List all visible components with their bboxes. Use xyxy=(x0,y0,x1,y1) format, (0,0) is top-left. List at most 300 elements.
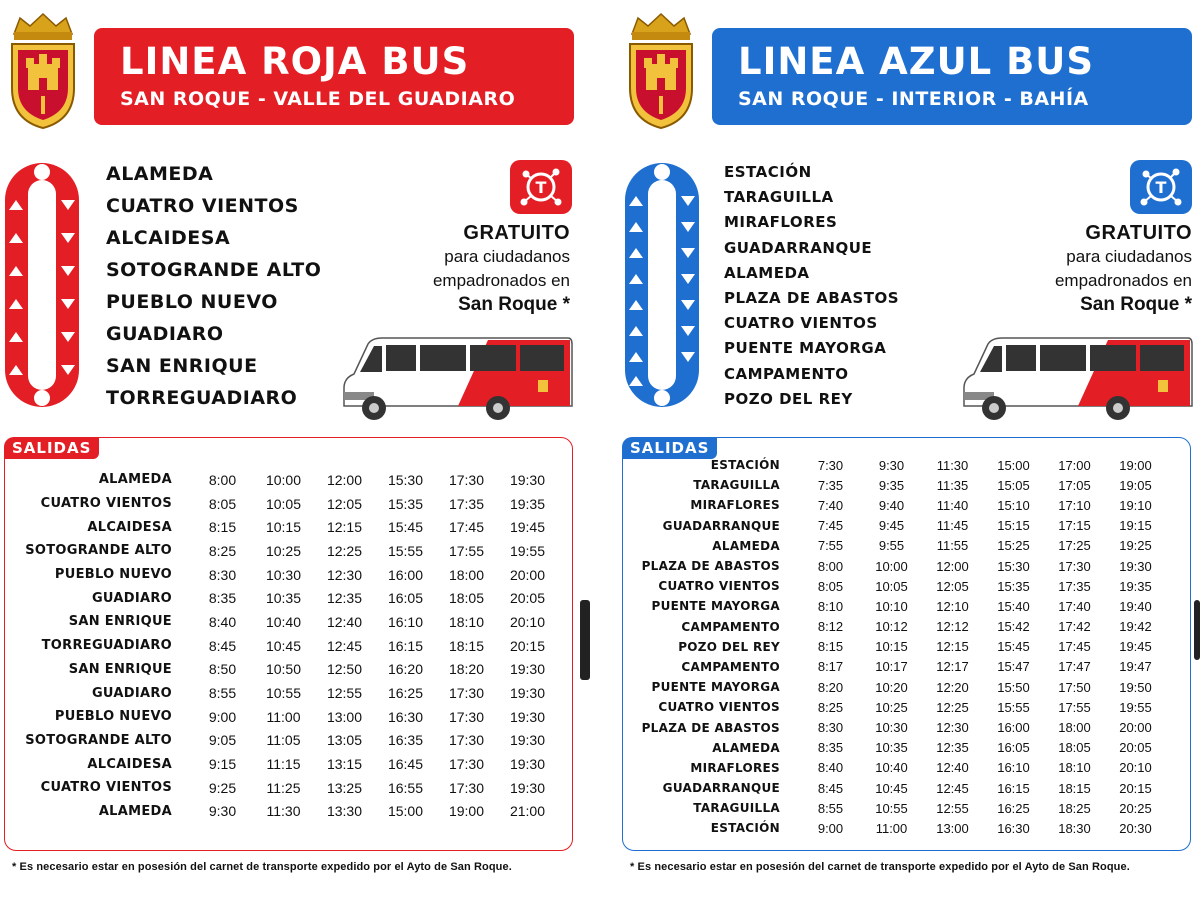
departure-time-cell: 19:30 xyxy=(509,779,546,796)
departure-time-cell: 12:20 xyxy=(936,679,969,695)
departure-time-cell: 16:10 xyxy=(997,760,1030,776)
departure-time-cell: 15:55 xyxy=(997,699,1030,715)
departure-time-cell: 17:45 xyxy=(448,519,485,536)
departure-time-cell: 17:35 xyxy=(448,495,485,512)
departure-time-cell: 17:42 xyxy=(1058,619,1091,635)
departure-time-cell: 16:00 xyxy=(997,720,1030,736)
stop-name-cell: MIRAFLORES xyxy=(690,760,780,775)
stop-name-cell: ALAMEDA xyxy=(98,803,172,819)
free-line-2: empadronados en xyxy=(432,271,570,290)
table-row xyxy=(630,617,1166,637)
departure-time-cell: 13:00 xyxy=(936,820,969,836)
free-headline: GRATUITO xyxy=(463,222,570,244)
stop-name-cell: ESTACIÓN xyxy=(710,458,780,473)
stop-name-cell: CUATRO VIENTOS xyxy=(658,700,780,715)
departure-time-cell: 7:55 xyxy=(817,538,844,554)
departure-time-cell: 8:10 xyxy=(817,598,844,614)
departure-time-cell: 19:35 xyxy=(509,495,546,512)
departure-time-cell: 12:17 xyxy=(936,659,969,675)
table-row xyxy=(16,705,558,729)
departure-time-cell: 19:50 xyxy=(1119,679,1152,695)
san-roque-crest-icon xyxy=(624,12,698,130)
table-row xyxy=(16,658,558,682)
list-item: ALAMEDA xyxy=(106,163,214,185)
departure-time-cell: 12:05 xyxy=(326,495,363,512)
stop-name-cell: GUADARRANQUE xyxy=(662,781,780,796)
table-row xyxy=(16,515,558,539)
departure-time-cell: 17:30 xyxy=(448,779,485,796)
departure-time-cell: 10:25 xyxy=(265,542,302,559)
list-item: GUADIARO xyxy=(106,323,224,345)
table-row xyxy=(16,729,558,753)
stop-name-cell: ALCAIDESA xyxy=(87,519,172,535)
free-line-1: para ciudadanos xyxy=(444,247,570,266)
departure-time-cell: 8:30 xyxy=(817,720,844,736)
departure-time-cell: 17:30 xyxy=(448,756,485,773)
departure-time-cell: 15:30 xyxy=(387,471,424,488)
free-line-2: empadronados en xyxy=(1054,271,1192,290)
departure-time-cell: 16:20 xyxy=(387,661,424,678)
table-row xyxy=(16,752,558,776)
departure-time-cell: 10:40 xyxy=(875,760,908,776)
departure-time-cell: 15:35 xyxy=(387,495,424,512)
departure-time-cell: 9:05 xyxy=(208,732,237,749)
stop-name-cell: ALAMEDA xyxy=(98,472,172,488)
departure-time-cell: 8:15 xyxy=(817,639,844,655)
list-item: CAMPAMENTO xyxy=(724,364,849,383)
departure-time-cell: 16:05 xyxy=(387,590,424,607)
departure-time-cell: 15:55 xyxy=(387,542,424,559)
departure-time-cell: 10:50 xyxy=(265,661,302,678)
departure-time-cell: 9:55 xyxy=(878,538,905,554)
free-line-1: para ciudadanos xyxy=(1066,247,1192,266)
departure-time-cell: 16:35 xyxy=(387,732,424,749)
departure-time-cell: 11:45 xyxy=(936,518,969,534)
departure-time-cell: 19:42 xyxy=(1119,619,1152,635)
departure-time-cell: 19:25 xyxy=(1119,538,1152,554)
departure-time-cell: 8:00 xyxy=(817,558,844,574)
svg-text:T: T xyxy=(1155,178,1167,197)
stop-name-cell: TARAGUILLA xyxy=(693,478,780,493)
departure-time-cell: 18:25 xyxy=(1058,800,1091,816)
departure-time-cell: 12:35 xyxy=(326,590,363,607)
route-title-box xyxy=(94,28,574,125)
departure-time-cell: 18:05 xyxy=(448,590,485,607)
departure-time-cell: 17:30 xyxy=(448,471,485,488)
departure-time-cell: 12:50 xyxy=(326,661,363,678)
departure-time-cell: 10:00 xyxy=(875,558,908,574)
salidas-label: SALIDAS xyxy=(622,437,717,459)
departure-time-cell: 9:40 xyxy=(878,497,905,513)
departure-time-cell: 12:15 xyxy=(936,639,969,655)
departure-time-cell: 11:55 xyxy=(936,538,969,554)
table-row xyxy=(630,778,1166,798)
departure-time-cell: 9:30 xyxy=(878,457,905,473)
departure-time-cell: 15:40 xyxy=(997,598,1030,614)
departure-time-cell: 11:00 xyxy=(875,820,908,836)
departure-time-cell: 19:30 xyxy=(509,661,546,678)
departure-time-cell: 16:10 xyxy=(387,613,424,630)
departure-time-cell: 15:05 xyxy=(997,477,1030,493)
stop-name-cell: ALCAIDESA xyxy=(87,756,172,772)
departure-time-cell: 16:30 xyxy=(997,820,1030,836)
stop-name-cell: TARAGUILLA xyxy=(693,801,780,816)
departure-time-cell: 7:30 xyxy=(817,457,844,473)
departure-time-cell: 19:30 xyxy=(509,471,546,488)
departure-time-cell: 18:00 xyxy=(1058,720,1091,736)
departure-time-cell: 10:45 xyxy=(875,780,908,796)
departure-time-cell: 17:35 xyxy=(1058,578,1091,594)
table-row xyxy=(630,576,1166,596)
list-item: MIRAFLORES xyxy=(724,213,838,232)
departure-time-cell: 19:40 xyxy=(1119,598,1152,614)
table-row xyxy=(16,610,558,634)
list-item: PUEBLO NUEVO xyxy=(106,291,278,313)
departure-time-cell: 7:40 xyxy=(817,497,844,513)
stop-name-cell: SAN ENRIQUE xyxy=(68,614,172,630)
departure-time-cell: 12:25 xyxy=(326,542,363,559)
table-row xyxy=(16,800,558,824)
table-row xyxy=(16,586,558,610)
list-item: SAN ENRIQUE xyxy=(106,355,258,377)
departure-time-cell: 19:35 xyxy=(1119,578,1152,594)
stop-name-cell: SAN ENRIQUE xyxy=(68,661,172,677)
transport-app-icon xyxy=(1130,160,1192,214)
route-title-box xyxy=(712,28,1192,125)
list-item: GUADARRANQUE xyxy=(724,238,873,257)
departure-time-cell: 17:40 xyxy=(1058,598,1091,614)
departure-time-cell: 17:30 xyxy=(1058,558,1091,574)
departure-time-cell: 12:00 xyxy=(326,471,363,488)
free-place: San Roque * xyxy=(1080,294,1192,315)
departure-time-cell: 8:55 xyxy=(817,800,844,816)
departure-time-cell: 17:05 xyxy=(1058,477,1091,493)
departure-time-cell: 11:30 xyxy=(936,457,969,473)
table-row xyxy=(630,677,1166,697)
departure-time-cell: 13:25 xyxy=(326,779,363,796)
departure-time-cell: 17:55 xyxy=(1058,699,1091,715)
departure-time-cell: 16:25 xyxy=(387,685,424,702)
departure-time-cell: 19:10 xyxy=(1119,497,1152,513)
list-item: SOTOGRANDE ALTO xyxy=(106,259,322,281)
route-subtitle: SAN ROQUE - INTERIOR - BAHÍA xyxy=(738,88,1089,110)
departure-time-cell: 8:25 xyxy=(817,699,844,715)
route-title: LINEA AZUL BUS xyxy=(738,40,1094,83)
departure-time-cell: 15:30 xyxy=(997,558,1030,574)
departure-time-cell: 8:20 xyxy=(817,679,844,695)
stop-name-cell: CAMPAMENTO xyxy=(681,659,780,674)
route-subtitle: SAN ROQUE - VALLE DEL GUADIARO xyxy=(120,88,516,110)
table-row xyxy=(630,758,1166,778)
stop-name-cell: POZO DEL REY xyxy=(678,639,780,654)
departure-time-cell: 13:00 xyxy=(326,708,363,725)
departure-time-cell: 8:00 xyxy=(208,471,237,488)
free-place: San Roque * xyxy=(458,294,570,315)
stop-name-cell: ALAMEDA xyxy=(712,538,780,553)
departure-time-cell: 10:17 xyxy=(875,659,908,675)
departure-time-cell: 9:00 xyxy=(208,708,237,725)
departure-time-cell: 9:15 xyxy=(208,756,237,773)
departure-time-cell: 9:00 xyxy=(817,820,844,836)
departure-time-cell: 16:45 xyxy=(387,756,424,773)
departure-time-cell: 10:05 xyxy=(875,578,908,594)
stop-name-cell: CUATRO VIENTOS xyxy=(658,579,780,594)
departure-time-cell: 15:50 xyxy=(997,679,1030,695)
departure-time-cell: 11:30 xyxy=(266,803,301,820)
route-loop-diagram xyxy=(622,160,702,410)
salidas-label: SALIDAS xyxy=(4,437,99,459)
departure-time-cell: 19:55 xyxy=(1119,699,1152,715)
free-headline: GRATUITO xyxy=(1085,222,1192,244)
departure-time-cell: 21:00 xyxy=(509,803,546,820)
table-row xyxy=(630,495,1166,515)
departure-time-cell: 15:42 xyxy=(997,619,1030,635)
departure-time-cell: 18:00 xyxy=(448,566,485,583)
table-row xyxy=(16,492,558,516)
departure-time-cell: 17:30 xyxy=(448,732,485,749)
departure-time-cell: 17:45 xyxy=(1058,639,1091,655)
departure-time-cell: 16:25 xyxy=(997,800,1030,816)
departure-time-cell: 8:05 xyxy=(817,578,844,594)
stop-name-cell: GUADIARO xyxy=(91,590,172,606)
departure-time-cell: 7:45 xyxy=(817,518,844,534)
departure-time-cell: 19:45 xyxy=(509,519,546,536)
departure-time-cell: 19:00 xyxy=(448,803,485,820)
stop-name-cell: PLAZA DE ABASTOS xyxy=(641,559,780,574)
departure-time-cell: 18:10 xyxy=(448,613,485,630)
departure-time-cell: 20:25 xyxy=(1119,800,1152,816)
departure-time-cell: 20:05 xyxy=(509,590,546,607)
list-item: TORREGUADIARO xyxy=(106,387,298,409)
departure-time-cell: 19:30 xyxy=(1119,558,1152,574)
departure-time-cell: 8:45 xyxy=(208,637,237,654)
table-row xyxy=(630,798,1166,818)
transport-app-icon xyxy=(510,160,572,214)
table-row xyxy=(16,563,558,587)
departure-time-cell: 10:30 xyxy=(875,720,908,736)
list-item: POZO DEL REY xyxy=(724,389,853,408)
departure-time-cell: 9:35 xyxy=(878,477,905,493)
departure-time-cell: 16:55 xyxy=(387,779,424,796)
departure-time-cell: 12:30 xyxy=(326,566,363,583)
departure-time-cell: 16:15 xyxy=(997,780,1030,796)
stop-name-cell: PUEBLO NUEVO xyxy=(54,567,172,583)
departure-time-cell: 10:30 xyxy=(265,566,302,583)
departure-time-cell: 15:00 xyxy=(997,457,1030,473)
free-service-note xyxy=(380,221,570,317)
stop-name-cell: CUATRO VIENTOS xyxy=(40,496,172,512)
schedule-table xyxy=(630,455,1166,839)
table-row xyxy=(630,697,1166,717)
departure-time-cell: 10:20 xyxy=(875,679,908,695)
departure-time-cell: 12:55 xyxy=(326,685,363,702)
departure-time-cell: 10:40 xyxy=(265,613,302,630)
departure-time-cell: 8:40 xyxy=(817,760,844,776)
departure-time-cell: 8:17 xyxy=(817,659,844,675)
departure-time-cell: 8:35 xyxy=(817,740,844,756)
stop-name-cell: PUENTE MAYORGA xyxy=(651,599,780,614)
stop-name-cell: ESTACIÓN xyxy=(710,821,780,836)
departure-time-cell: 10:15 xyxy=(875,639,908,655)
table-row xyxy=(16,539,558,563)
departure-time-cell: 12:35 xyxy=(936,740,969,756)
table-row xyxy=(630,596,1166,616)
departure-time-cell: 12:10 xyxy=(936,598,969,614)
table-row xyxy=(630,516,1166,536)
stop-name-cell: GUADIARO xyxy=(91,685,172,701)
stop-name-cell: PUEBLO NUEVO xyxy=(54,709,172,725)
departure-time-cell: 16:05 xyxy=(997,740,1030,756)
departure-time-cell: 19:30 xyxy=(509,685,546,702)
list-item: PLAZA DE ABASTOS xyxy=(724,288,900,307)
departure-time-cell: 20:30 xyxy=(1119,820,1152,836)
departure-time-cell: 13:15 xyxy=(326,756,363,773)
departure-time-cell: 20:15 xyxy=(1119,780,1152,796)
departure-time-cell: 18:20 xyxy=(448,661,485,678)
stop-name-cell: SOTOGRANDE ALTO xyxy=(25,732,172,748)
departure-time-cell: 10:55 xyxy=(875,800,908,816)
stop-name-cell: CAMPAMENTO xyxy=(681,619,780,634)
stop-name-cell: GUADARRANQUE xyxy=(662,518,780,533)
departure-time-cell: 8:55 xyxy=(208,685,237,702)
departure-time-cell: 16:00 xyxy=(387,566,424,583)
table-row xyxy=(630,536,1166,556)
departure-time-cell: 19:47 xyxy=(1119,659,1152,675)
departure-time-cell: 12:40 xyxy=(326,613,363,630)
departure-time-cell: 18:15 xyxy=(448,637,485,654)
svg-text:T: T xyxy=(535,178,547,197)
departure-time-cell: 12:45 xyxy=(326,637,363,654)
departure-time-cell: 11:15 xyxy=(266,756,301,773)
departure-time-cell: 19:05 xyxy=(1119,477,1152,493)
route-loop-diagram xyxy=(2,160,82,410)
list-item: CUATRO VIENTOS xyxy=(106,195,299,217)
list-item: ALCAIDESA xyxy=(106,227,231,249)
departure-time-cell: 15:47 xyxy=(997,659,1030,675)
departure-time-cell: 8:05 xyxy=(208,495,237,512)
departure-time-cell: 17:47 xyxy=(1058,659,1091,675)
stop-name-cell: TORREGUADIARO xyxy=(41,638,172,654)
departure-time-cell: 11:05 xyxy=(266,732,301,749)
departure-time-cell: 10:12 xyxy=(875,619,908,635)
departure-time-cell: 12:30 xyxy=(936,720,969,736)
route-title: LINEA ROJA BUS xyxy=(120,40,470,83)
free-service-note xyxy=(1002,221,1192,317)
departure-time-cell: 10:45 xyxy=(265,637,302,654)
departure-time-cell: 20:10 xyxy=(509,613,546,630)
departure-time-cell: 11:35 xyxy=(936,477,969,493)
departure-time-cell: 10:35 xyxy=(265,590,302,607)
departure-time-cell: 17:00 xyxy=(1058,457,1091,473)
departure-time-cell: 8:25 xyxy=(208,542,237,559)
list-item: CUATRO VIENTOS xyxy=(724,314,878,333)
stop-list xyxy=(724,160,899,412)
table-row xyxy=(630,475,1166,495)
departure-time-cell: 10:35 xyxy=(875,740,908,756)
departure-time-cell: 18:30 xyxy=(1058,820,1091,836)
departure-time-cell: 8:30 xyxy=(208,566,237,583)
departure-time-cell: 20:05 xyxy=(1119,740,1152,756)
departure-time-cell: 8:35 xyxy=(208,590,237,607)
departure-time-cell: 8:40 xyxy=(208,613,237,630)
departure-time-cell: 18:10 xyxy=(1058,760,1091,776)
table-row xyxy=(630,455,1166,475)
departure-time-cell: 9:25 xyxy=(208,779,237,796)
table-row xyxy=(630,657,1166,677)
schedule-table xyxy=(16,468,558,823)
table-row xyxy=(630,637,1166,657)
list-item: TARAGUILLA xyxy=(724,188,834,207)
departure-time-cell: 8:45 xyxy=(817,780,844,796)
departure-time-cell: 17:10 xyxy=(1058,497,1091,513)
departure-time-cell: 15:00 xyxy=(387,803,424,820)
departure-time-cell: 10:05 xyxy=(265,495,302,512)
departure-time-cell: 20:10 xyxy=(1119,760,1152,776)
departure-time-cell: 15:35 xyxy=(997,578,1030,594)
table-row xyxy=(16,634,558,658)
stop-name-cell: ALAMEDA xyxy=(712,740,780,755)
departure-time-cell: 17:30 xyxy=(448,685,485,702)
departure-time-cell: 11:25 xyxy=(266,779,301,796)
departure-time-cell: 13:30 xyxy=(326,803,363,820)
departure-time-cell: 15:45 xyxy=(387,519,424,536)
departure-time-cell: 10:00 xyxy=(265,471,302,488)
departure-time-cell: 18:15 xyxy=(1058,780,1091,796)
departure-time-cell: 16:30 xyxy=(387,708,424,725)
departure-time-cell: 19:30 xyxy=(509,732,546,749)
table-row xyxy=(630,556,1166,576)
table-row xyxy=(630,738,1166,758)
table-row xyxy=(630,818,1166,838)
blue-line-panel xyxy=(600,0,1200,900)
departure-time-cell: 19:30 xyxy=(509,756,546,773)
departure-time-cell: 10:15 xyxy=(265,519,302,536)
departure-time-cell: 19:55 xyxy=(509,542,546,559)
stop-name-cell: MIRAFLORES xyxy=(690,498,780,513)
bus-illustration xyxy=(338,336,574,422)
departure-time-cell: 20:15 xyxy=(509,637,546,654)
departure-time-cell: 12:05 xyxy=(936,578,969,594)
departure-time-cell: 8:50 xyxy=(208,661,237,678)
stop-name-cell: CUATRO VIENTOS xyxy=(40,780,172,796)
departure-time-cell: 7:35 xyxy=(817,477,844,493)
departure-time-cell: 12:15 xyxy=(326,519,363,536)
footnote: * Es necesario estar en posesión del carnet de transporte expedido por el Ayto de San Roque. xyxy=(12,861,512,873)
departure-time-cell: 19:00 xyxy=(1119,457,1152,473)
departure-time-cell: 10:25 xyxy=(875,699,908,715)
departure-time-cell: 10:10 xyxy=(875,598,908,614)
departure-time-cell: 12:55 xyxy=(936,800,969,816)
departure-time-cell: 19:45 xyxy=(1119,639,1152,655)
departure-time-cell: 15:25 xyxy=(997,538,1030,554)
departure-time-cell: 12:12 xyxy=(936,619,969,635)
departure-time-cell: 9:30 xyxy=(208,803,237,820)
table-row xyxy=(16,681,558,705)
departure-time-cell: 17:50 xyxy=(1058,679,1091,695)
departure-time-cell: 13:05 xyxy=(326,732,363,749)
departure-time-cell: 19:30 xyxy=(509,708,546,725)
departure-time-cell: 12:45 xyxy=(936,780,969,796)
departure-time-cell: 9:45 xyxy=(878,518,905,534)
stop-name-cell: PUENTE MAYORGA xyxy=(651,680,780,695)
san-roque-crest-icon xyxy=(6,12,80,130)
side-tab xyxy=(1194,600,1200,660)
table-row xyxy=(630,717,1166,737)
departure-time-cell: 17:30 xyxy=(448,708,485,725)
side-tab xyxy=(580,600,590,680)
departure-time-cell: 8:15 xyxy=(208,519,237,536)
departure-time-cell: 19:15 xyxy=(1119,518,1152,534)
